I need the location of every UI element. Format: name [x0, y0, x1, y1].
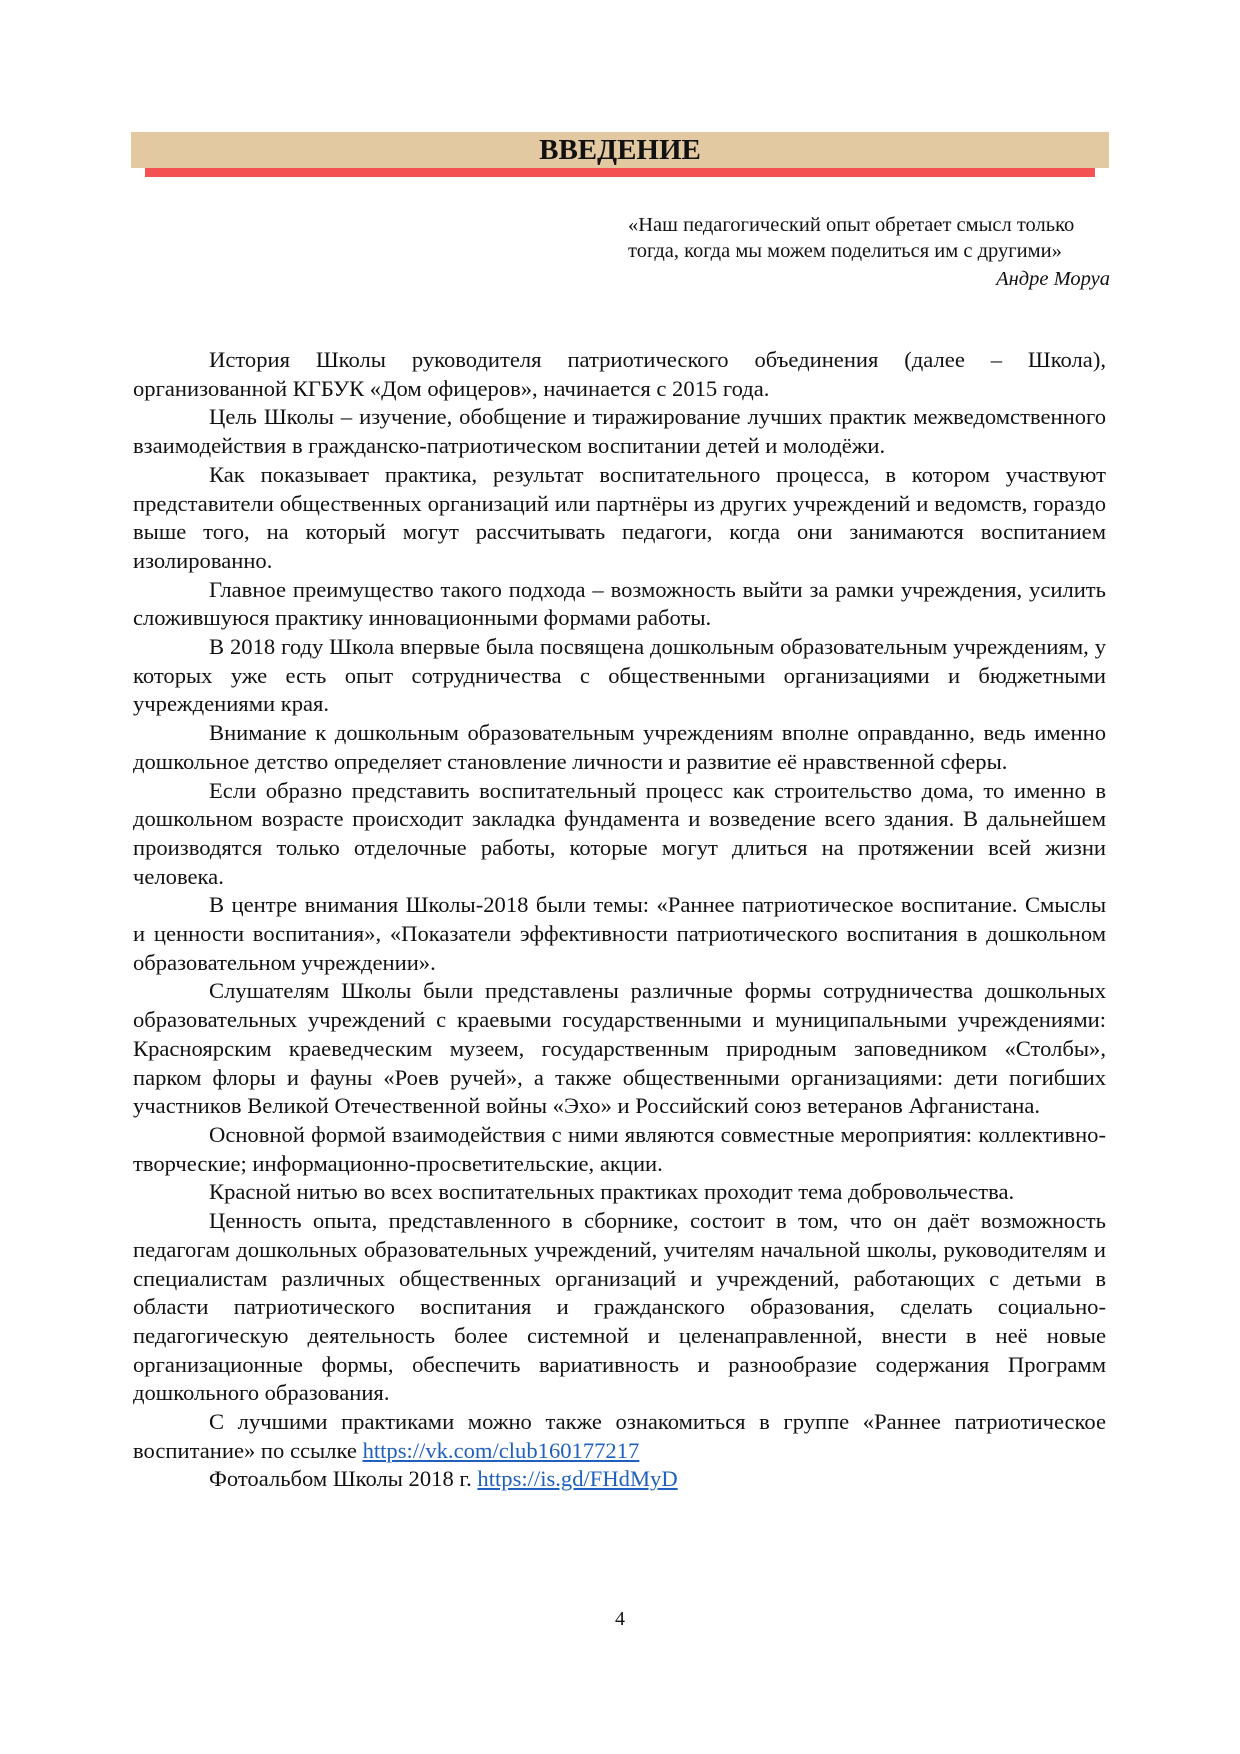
- page-number: 4: [615, 1608, 625, 1630]
- header-rule: [145, 168, 1095, 177]
- epigraph: [628, 212, 1110, 292]
- paragraph-album: [133, 1465, 1106, 1494]
- epigraph-text: «Наш педагогический опыт обретает смысл только тогда, когда мы можем поделиться им с другими»: [628, 214, 1075, 263]
- paragraph: В центре внимания Школы-2018 были темы: «Раннее патриотическое воспитание. Смыслы и ценности воспитания», «Показатели эффективности патриотического воспитания в дошкольном образовательном учреждении».: [133, 892, 1106, 975]
- paragraph: Основной формой взаимодействия с ними являются совместные мероприятия: коллективно-творческие; информационно-просветительские, акции.: [133, 1121, 1106, 1176]
- paragraph: Цель Школы – изучение, обобщение и тиражирование лучших практик межведомственного взаимодействия в гражданско-патриотическом воспитании детей и молодёжи.: [133, 404, 1106, 459]
- paragraph-vk: [133, 1408, 1106, 1465]
- paragraph: Если образно представить воспитательный процесс как строительство дома, то именно в дошкольном возрасте происходит закладка фундамента и возведение всего здания. В дальнейшем производятся только отделочные работы, которые могут длиться на протяжении всей жизни человека.: [133, 777, 1106, 889]
- album-text: Фотоальбом Школы 2018 г.: [209, 1466, 478, 1492]
- vk-link[interactable]: https://vk.com/club160177217: [362, 1437, 640, 1463]
- epigraph-author: Андре Моруа: [996, 267, 1110, 290]
- page-title: ВВЕДЕНИЕ: [539, 134, 701, 166]
- paragraph: Внимание к дошкольным образовательным учреждениям вполне оправданно, ведь именно дошкольное детство определяет становление личности и развитие её нравственной сферы.: [133, 720, 1106, 774]
- paragraph: История Школы руководителя патриотического объединения (далее – Школа), организованной КГБУК «Дом офицеров», начинается с 2015 года.: [133, 347, 1106, 401]
- paragraph: Слушателям Школы были представлены различные формы сотрудничества дошкольных образовательных учреждений с краевыми государственными и муниципальными учреждениями: Красноярским краеведческим музеем, государственным природным заповедником «Столбы», парком флоры и фауны «Роев ручей», а также общественными организациями: дети погибших участников Великой Отечественной войны «Эхо» и Российский союз ветеранов Афганистана.: [133, 978, 1106, 1119]
- paragraph: Ценность опыта, представленного в сборнике, состоит в том, что он даёт возможность педагогам дошкольных образовательных учреждений, учителям начальной школы, руководителям и специалистам различных общественных организаций и учреждений, работающих с детьми в области патриотического воспитания и гражданского образования, сделать социально-педагогическую деятельность более системной и целенаправленной, внести в неё новые организационные формы, обеспечить вариативность и разнообразие содержания Программ дошкольного образования.: [133, 1208, 1106, 1406]
- section-header: [131, 132, 1109, 168]
- paragraph: Красной нитью во всех воспитательных практиках проходит тема добровольчества.: [209, 1179, 1015, 1205]
- album-link[interactable]: https://is.gd/FHdMyD: [477, 1466, 678, 1492]
- paragraph: Главное преимущество такого подхода – возможность выйти за рамки учреждения, усилить сложившуюся практику инновационными формами работы.: [133, 576, 1106, 631]
- paragraph: Как показывает практика, результат воспитательного процесса, в котором участвуют представители общественных организаций или партнёры из других учреждений и ведомств, гораздо выше того, на который могут рассчитывать педагоги, когда они занимаются воспитанием изолированно.: [133, 461, 1106, 573]
- body-text: [133, 346, 1106, 1494]
- paragraph: В 2018 году Школа впервые была посвящена дошкольным образовательным учреждениям, у которых уже есть опыт сотрудничества с общественными организациями и бюджетными учреждениями края.: [133, 634, 1106, 717]
- vk-text: С лучшими практиками можно также ознакомиться в группе «Раннее патриотическое воспитание» по ссылке: [133, 1409, 1106, 1463]
